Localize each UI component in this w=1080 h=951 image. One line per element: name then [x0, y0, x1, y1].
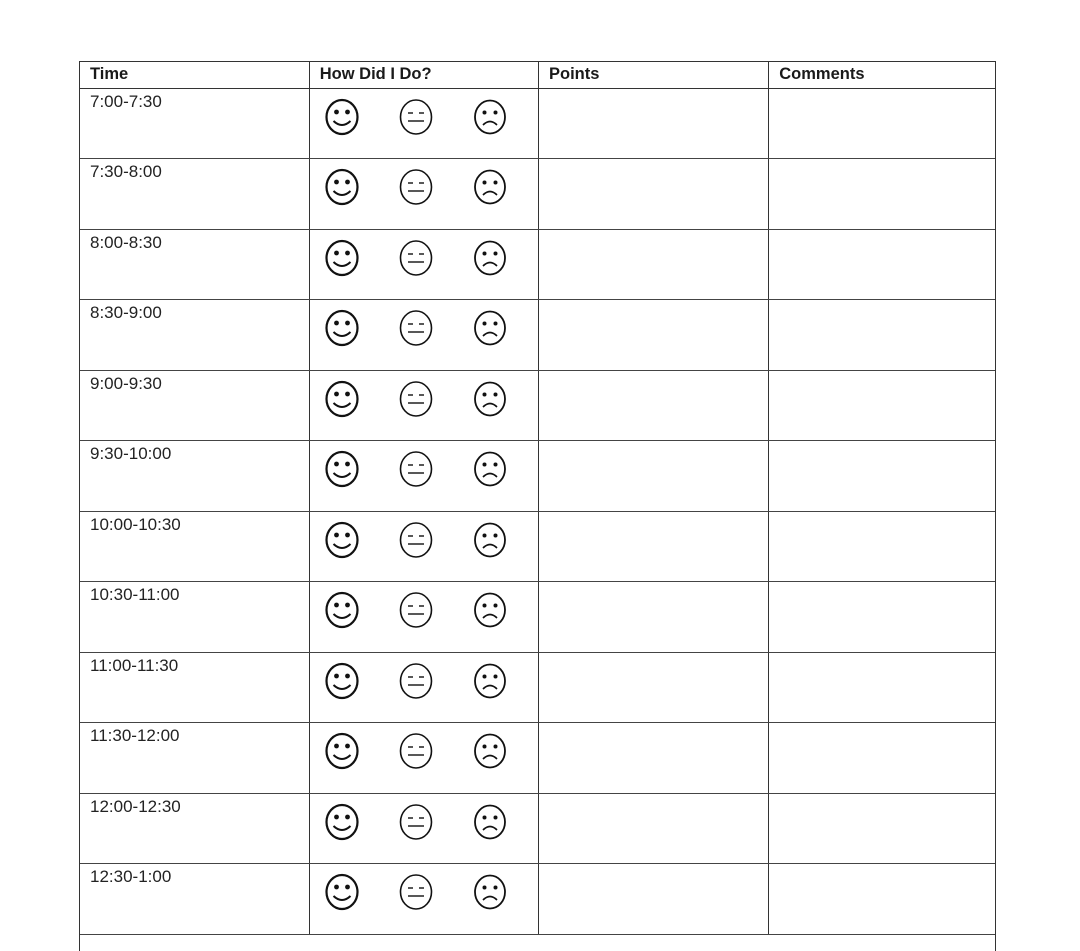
- comments-cell[interactable]: [769, 864, 995, 935]
- rating-cell: [309, 511, 538, 582]
- table-row: [80, 723, 995, 794]
- neutral-face-icon[interactable]: [398, 731, 434, 771]
- rating-faces: [310, 230, 538, 278]
- sad-face-icon[interactable]: [472, 308, 508, 348]
- comments-cell[interactable]: [769, 229, 995, 300]
- happy-face-icon[interactable]: [324, 802, 360, 842]
- time-cell: [80, 652, 309, 723]
- header-how-did-i-do: How Did I Do?: [309, 62, 538, 88]
- neutral-face-icon[interactable]: [398, 167, 434, 207]
- points-cell[interactable]: [539, 652, 769, 723]
- points-cell[interactable]: [539, 864, 769, 935]
- points-cell[interactable]: [539, 582, 769, 653]
- comments-cell[interactable]: [769, 441, 995, 512]
- time-cell: [80, 582, 309, 653]
- sad-face-icon[interactable]: [472, 872, 508, 912]
- rating-faces: [310, 441, 538, 489]
- neutral-face-icon[interactable]: [398, 97, 434, 137]
- rating-faces: [310, 582, 538, 630]
- happy-face-icon[interactable]: [324, 379, 360, 419]
- comments-cell[interactable]: [769, 652, 995, 723]
- sad-face-icon[interactable]: [472, 97, 508, 137]
- time-label: 8:30-9:00: [90, 303, 162, 322]
- comments-cell[interactable]: [769, 582, 995, 653]
- points-cell[interactable]: [539, 159, 769, 230]
- happy-face-icon[interactable]: [324, 731, 360, 771]
- time-cell: [80, 88, 309, 159]
- happy-face-icon[interactable]: [324, 167, 360, 207]
- rating-cell: [309, 370, 538, 441]
- rating-faces: [310, 723, 538, 771]
- header-comments: Comments: [769, 62, 995, 88]
- rating-faces: [310, 512, 538, 560]
- neutral-face-icon[interactable]: [398, 590, 434, 630]
- happy-face-icon[interactable]: [324, 872, 360, 912]
- rating-cell: [309, 652, 538, 723]
- table-row: [80, 582, 995, 653]
- comments-cell[interactable]: [769, 300, 995, 371]
- rating-faces: [310, 794, 538, 842]
- neutral-face-icon[interactable]: [398, 238, 434, 278]
- happy-face-icon[interactable]: [324, 520, 360, 560]
- time-label: 9:00-9:30: [90, 373, 162, 393]
- sad-face-icon[interactable]: [472, 379, 508, 419]
- table-row: [80, 88, 995, 159]
- time-label: 9:30-10:00: [90, 444, 172, 463]
- points-cell[interactable]: [539, 229, 769, 300]
- time-label: 10:30-11:00: [90, 585, 180, 604]
- header-time: Time: [80, 62, 309, 88]
- rating-faces: [310, 864, 538, 912]
- header-points: Points: [539, 62, 769, 88]
- time-label: 7:00-7:30: [90, 91, 162, 111]
- header-row: [80, 62, 995, 88]
- points-cell[interactable]: [539, 441, 769, 512]
- table-row: [80, 229, 995, 300]
- time-label: 11:00-11:30: [90, 655, 179, 675]
- table-row: [80, 441, 995, 512]
- neutral-face-icon[interactable]: [398, 308, 434, 348]
- rating-cell: [309, 864, 538, 935]
- points-cell[interactable]: [539, 88, 769, 159]
- sad-face-icon[interactable]: [472, 731, 508, 771]
- neutral-face-icon[interactable]: [398, 520, 434, 560]
- comments-cell[interactable]: [769, 793, 995, 864]
- time-cell: [80, 864, 309, 935]
- time-cell: [80, 229, 309, 300]
- time-cell: [80, 300, 309, 371]
- happy-face-icon[interactable]: [324, 661, 360, 701]
- time-label: 8:00-8:30: [90, 232, 162, 252]
- points-cell[interactable]: [539, 300, 769, 371]
- neutral-face-icon[interactable]: [398, 661, 434, 701]
- rating-cell: [309, 441, 538, 512]
- time-label: 10:00-10:30: [90, 514, 181, 534]
- rating-faces: [310, 159, 538, 207]
- comments-cell[interactable]: [769, 511, 995, 582]
- sad-face-icon[interactable]: [472, 802, 508, 842]
- rating-cell: [309, 229, 538, 300]
- behavior-chart: [79, 61, 996, 951]
- rating-faces: [310, 653, 538, 701]
- time-cell: [80, 370, 309, 441]
- sad-face-icon[interactable]: [472, 520, 508, 560]
- points-cell[interactable]: [539, 723, 769, 794]
- rating-cell: [309, 159, 538, 230]
- happy-face-icon[interactable]: [324, 97, 360, 137]
- table-row: [80, 793, 995, 864]
- rating-cell: [309, 793, 538, 864]
- sad-face-icon[interactable]: [472, 590, 508, 630]
- points-cell[interactable]: [539, 793, 769, 864]
- comments-cell[interactable]: [769, 370, 995, 441]
- sad-face-icon[interactable]: [472, 167, 508, 207]
- points-cell[interactable]: [539, 511, 769, 582]
- rating-faces: [310, 300, 538, 348]
- table-body: [80, 88, 995, 934]
- time-cell: [80, 723, 309, 794]
- time-label: 11:30-12:00: [90, 726, 180, 745]
- rating-faces: [310, 371, 538, 419]
- rating-cell: [309, 582, 538, 653]
- neutral-face-icon[interactable]: [398, 379, 434, 419]
- time-label: 12:30-1:00: [90, 867, 172, 886]
- time-cell: [80, 441, 309, 512]
- table-row: [80, 370, 995, 441]
- points-cell[interactable]: [539, 370, 769, 441]
- rating-cell: [309, 88, 538, 159]
- sad-face-icon[interactable]: [472, 449, 508, 489]
- time-label: 7:30-8:00: [90, 162, 162, 181]
- neutral-face-icon[interactable]: [398, 449, 434, 489]
- time-cell: [80, 511, 309, 582]
- happy-face-icon[interactable]: [324, 590, 360, 630]
- sad-face-icon[interactable]: [472, 661, 508, 701]
- neutral-face-icon[interactable]: [398, 802, 434, 842]
- comments-cell[interactable]: [769, 88, 995, 159]
- table-row: [80, 159, 995, 230]
- comments-cell[interactable]: [769, 159, 995, 230]
- comments-cell[interactable]: [769, 723, 995, 794]
- rating-cell: [309, 300, 538, 371]
- happy-face-icon[interactable]: [324, 449, 360, 489]
- time-cell: [80, 159, 309, 230]
- sad-face-icon[interactable]: [472, 238, 508, 278]
- rating-faces: [310, 89, 538, 137]
- table-row: [80, 511, 995, 582]
- rating-cell: [309, 723, 538, 794]
- happy-face-icon[interactable]: [324, 308, 360, 348]
- behavior-table: [80, 62, 995, 935]
- table-row: [80, 864, 995, 935]
- time-cell: [80, 793, 309, 864]
- table-row: [80, 652, 995, 723]
- table-row: [80, 300, 995, 371]
- neutral-face-icon[interactable]: [398, 872, 434, 912]
- time-label: 12:00-12:30: [90, 796, 181, 816]
- happy-face-icon[interactable]: [324, 238, 360, 278]
